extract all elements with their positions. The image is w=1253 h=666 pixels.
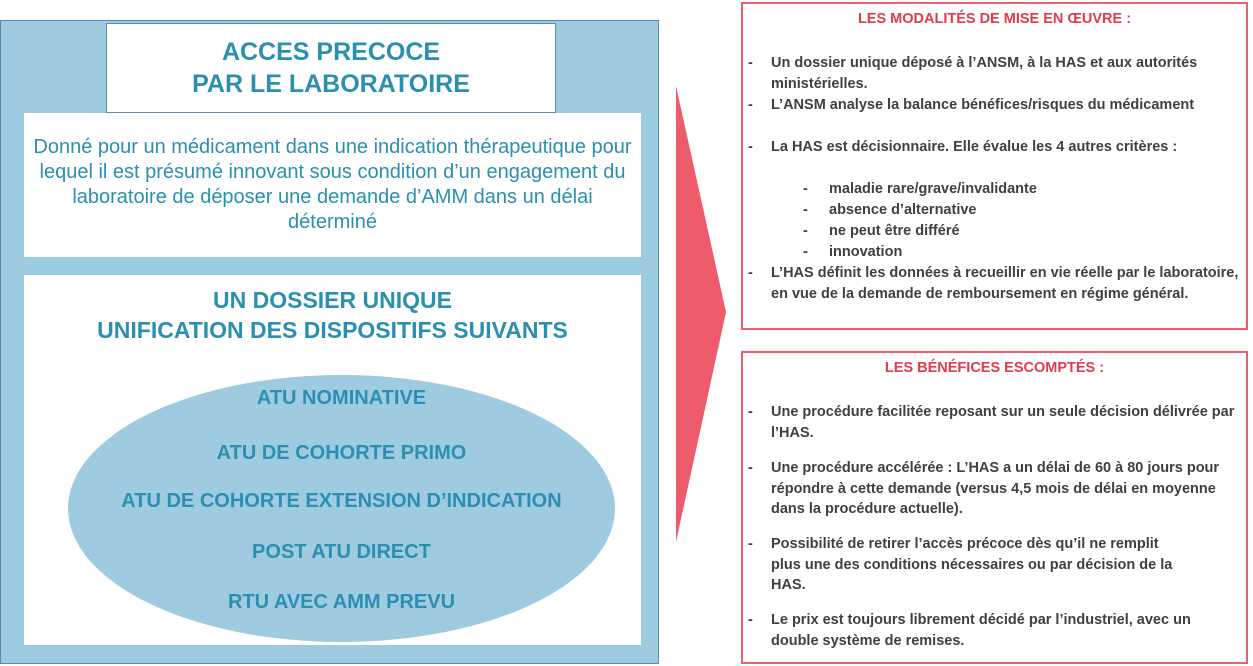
bullet-dash: - [748,139,753,155]
bullet-dash: - [748,404,753,420]
critere-text: maladie rare/grave/invalidante [829,181,1037,197]
benefice-text: Une procédure facilitée reposant sur un seule décision délivrée par l’HAS. [771,404,1235,441]
bullet-dash: - [748,460,753,476]
dispositif-item: ATU NOMINATIVE [256,387,427,409]
critere-text: absence d’alternative [829,202,977,218]
bullet-dash: - [748,55,753,71]
dossier-title-line-2: UNIFICATION DES DISPOSITIFS SUIVANTS [97,317,568,343]
bullet-dash: - [748,612,753,628]
dispositif-item: POST ATU DIRECT [252,541,431,563]
bullet-dash: - [803,244,808,260]
description-text: Donné pour un médicament dans une indication thérapeutique pour lequel il est présumé innovant sous condition d’un engagement du laboratoire de déposer une demande d’AMM dans un délai déterminé [33,136,632,233]
dossier-unique-box [24,275,641,645]
modalites-title: LES MODALITÉS DE MISE EN ŒUVRE : [857,11,1132,27]
arrow-polygon [676,86,726,542]
modalites-box [741,2,1248,330]
bullet-dash: - [803,223,808,239]
dossier-title [24,285,641,345]
modalite-text: L’HAS définit les données à recueillir en vie réelle par le laboratoire, en vue de la demande de remboursement en régime général. [771,265,1239,302]
modalite-text: L’ANSM analyse la balance bénéfices/risques du médicament [771,97,1195,113]
bullet-dash: - [803,202,808,218]
benefice-text: Possibilité de retirer l’accès précoce dès qu’il ne remplit plus une des conditions nécessaires ou par décision de la HAS. [771,536,1173,593]
benefice-text: Le prix est toujours librement décidé par l’industriel, avec un double système de remises. [771,612,1191,649]
title-line-1: ACCES PRECOCE [221,38,441,66]
modalite-text: La HAS est décisionnaire. Elle évalue les 4 autres critères : [771,139,1178,155]
dispositif-item: ATU DE COHORTE EXTENSION D’INDICATION [121,490,562,512]
acces-precoce-title-box [106,23,556,113]
arrow-shape [676,86,728,646]
benefices-title: LES BÉNÉFICES ESCOMPTÉS : [884,360,1105,376]
bullet-dash: - [748,97,753,113]
dispositif-item: RTU AVEC AMM PREVU [227,591,456,613]
description-box [24,113,641,257]
dossier-title-line-1: UN DOSSIER UNIQUE [213,287,452,313]
bullet-dash: - [748,536,753,552]
benefices-box [741,351,1248,664]
dispositifs-ellipse [68,375,615,642]
critere-text: ne peut être différé [829,223,960,239]
critere-text: innovation [829,244,903,260]
title-line-2: PAR LE LABORATOIRE [192,70,470,98]
bullet-dash: - [803,181,808,197]
modalite-text: Un dossier unique déposé à l’ANSM, à la HAS et aux autorités ministérielles. [771,55,1198,92]
dispositif-item: ATU DE COHORTE PRIMO [216,442,467,464]
bullet-dash: - [748,265,753,281]
benefice-text: Une procédure accélérée : L’HAS a un délai de 60 à 80 jours pour répondre à cette demande (versus 4,5 mois de délai en moyenne dans la procédure actuelle). [771,460,1220,517]
